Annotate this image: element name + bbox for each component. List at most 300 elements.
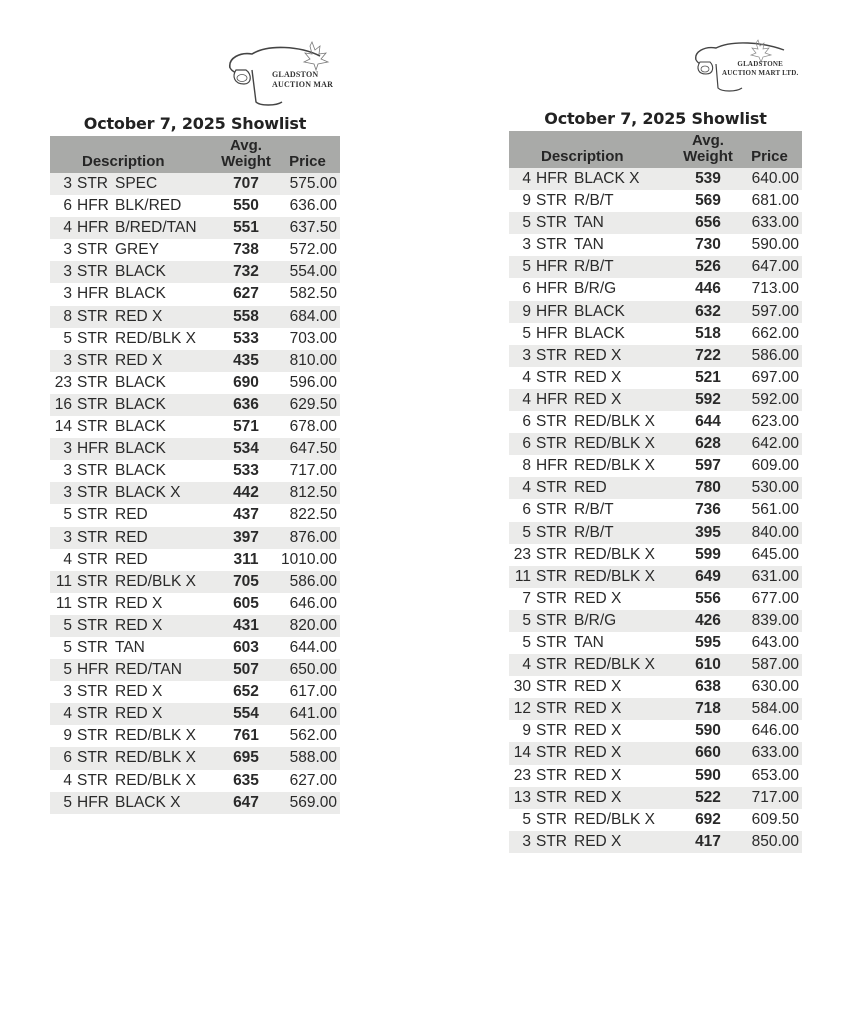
table-row bbox=[509, 809, 802, 831]
table-row bbox=[509, 477, 802, 499]
description-cell: RED X bbox=[574, 389, 679, 411]
showlist-sheet-right bbox=[509, 38, 802, 853]
avg-weight-cell: 732 bbox=[217, 261, 275, 283]
table-row bbox=[50, 261, 340, 283]
table-row bbox=[50, 482, 340, 504]
head-count-cell: 3 bbox=[50, 239, 77, 261]
cattle-type-cell: STR bbox=[536, 698, 574, 720]
cattle-type-cell: STR bbox=[77, 725, 115, 747]
table-row bbox=[509, 301, 802, 323]
table-row bbox=[50, 770, 340, 792]
description-cell: RED X bbox=[574, 720, 679, 742]
price-cell: 713.00 bbox=[737, 278, 802, 300]
price-cell: 627.00 bbox=[275, 770, 340, 792]
avg-weight-cell: 644 bbox=[679, 411, 737, 433]
price-cell: 586.00 bbox=[275, 571, 340, 593]
table-row bbox=[509, 676, 802, 698]
description-cell: RED/TAN bbox=[115, 659, 217, 681]
avg-weight-cell: 638 bbox=[679, 676, 737, 698]
price-cell: 681.00 bbox=[737, 190, 802, 212]
description-cell: BLACK bbox=[115, 283, 217, 305]
head-count-cell: 3 bbox=[509, 234, 536, 256]
avg-weight-cell: 595 bbox=[679, 632, 737, 654]
price-cell: 840.00 bbox=[737, 522, 802, 544]
table-row bbox=[50, 460, 340, 482]
description-cell: RED bbox=[115, 504, 217, 526]
head-count-cell: 5 bbox=[509, 522, 536, 544]
avg-weight-cell: 435 bbox=[217, 350, 275, 372]
cattle-type-cell: STR bbox=[536, 654, 574, 676]
description-cell: RED X bbox=[574, 588, 679, 610]
head-count-cell: 4 bbox=[50, 703, 77, 725]
description-cell: RED/BLK X bbox=[574, 455, 679, 477]
column-header-weight: Weight bbox=[221, 153, 271, 170]
avg-weight-cell: 632 bbox=[679, 301, 737, 323]
logo-line-2: AUCTION MART LTD. bbox=[722, 69, 799, 77]
avg-weight-cell: 718 bbox=[679, 698, 737, 720]
avg-weight-cell: 551 bbox=[217, 217, 275, 239]
showlist-title: October 7, 2025 Showlist bbox=[83, 114, 307, 133]
table-row bbox=[509, 345, 802, 367]
price-cell: 586.00 bbox=[737, 345, 802, 367]
table-row bbox=[509, 190, 802, 212]
description-cell: RED/BLK X bbox=[115, 725, 217, 747]
head-count-cell: 3 bbox=[50, 460, 77, 482]
cattle-type-cell: STR bbox=[536, 632, 574, 654]
cattle-type-cell: STR bbox=[536, 588, 574, 610]
price-cell: 588.00 bbox=[275, 747, 340, 769]
description-cell: RED/BLK X bbox=[574, 566, 679, 588]
avg-weight-cell: 635 bbox=[217, 770, 275, 792]
column-header-description: Description bbox=[50, 136, 217, 173]
table-header-row bbox=[50, 136, 340, 173]
price-cell: 561.00 bbox=[737, 499, 802, 521]
avg-weight-cell: 437 bbox=[217, 504, 275, 526]
head-count-cell: 4 bbox=[509, 654, 536, 676]
avg-weight-cell: 558 bbox=[217, 306, 275, 328]
price-cell: 572.00 bbox=[275, 239, 340, 261]
head-count-cell: 3 bbox=[50, 173, 77, 195]
head-count-cell: 3 bbox=[509, 831, 536, 853]
avg-weight-cell: 526 bbox=[679, 256, 737, 278]
table-row bbox=[509, 544, 802, 566]
description-cell: RED X bbox=[574, 367, 679, 389]
cattle-type-cell: HFR bbox=[77, 438, 115, 460]
cattle-type-cell: STR bbox=[536, 234, 574, 256]
description-cell: BLACK bbox=[115, 394, 217, 416]
table-row bbox=[50, 283, 340, 305]
description-cell: R/B/T bbox=[574, 190, 679, 212]
avg-weight-cell: 695 bbox=[217, 747, 275, 769]
price-cell: 645.00 bbox=[737, 544, 802, 566]
description-cell: RED/BLK X bbox=[115, 770, 217, 792]
description-cell: B/R/G bbox=[574, 610, 679, 632]
description-cell: B/RED/TAN bbox=[115, 217, 217, 239]
description-cell: BLACK bbox=[574, 323, 679, 345]
price-cell: 609.00 bbox=[737, 455, 802, 477]
avg-weight-cell: 636 bbox=[217, 394, 275, 416]
description-cell: RED X bbox=[115, 593, 217, 615]
head-count-cell: 5 bbox=[509, 610, 536, 632]
head-count-cell: 7 bbox=[509, 588, 536, 610]
showlist-title: October 7, 2025 Showlist bbox=[544, 109, 767, 128]
avg-weight-cell: 647 bbox=[217, 792, 275, 814]
price-cell: 647.00 bbox=[737, 256, 802, 278]
table-row bbox=[509, 566, 802, 588]
avg-weight-cell: 730 bbox=[679, 234, 737, 256]
price-cell: 876.00 bbox=[275, 527, 340, 549]
price-cell: 684.00 bbox=[275, 306, 340, 328]
avg-weight-cell: 556 bbox=[679, 588, 737, 610]
avg-weight-cell: 569 bbox=[679, 190, 737, 212]
table-row bbox=[50, 306, 340, 328]
description-cell: RED X bbox=[574, 787, 679, 809]
price-cell: 810.00 bbox=[275, 350, 340, 372]
head-count-cell: 5 bbox=[509, 256, 536, 278]
table-row bbox=[50, 416, 340, 438]
table-row bbox=[509, 212, 802, 234]
price-cell: 562.00 bbox=[275, 725, 340, 747]
head-count-cell: 5 bbox=[509, 632, 536, 654]
table-row bbox=[509, 168, 802, 190]
table-row bbox=[509, 522, 802, 544]
column-header-price: Price bbox=[737, 131, 802, 168]
avg-weight-cell: 446 bbox=[679, 278, 737, 300]
column-header-price: Price bbox=[275, 136, 340, 173]
table-row bbox=[50, 725, 340, 747]
cattle-type-cell: HFR bbox=[536, 455, 574, 477]
cattle-type-cell: HFR bbox=[536, 323, 574, 345]
cattle-type-cell: STR bbox=[536, 742, 574, 764]
table-row bbox=[50, 195, 340, 217]
price-cell: 530.00 bbox=[737, 477, 802, 499]
description-cell: RED X bbox=[115, 306, 217, 328]
cattle-type-cell: HFR bbox=[77, 217, 115, 239]
table-row bbox=[50, 438, 340, 460]
avg-weight-cell: 442 bbox=[217, 482, 275, 504]
description-cell: RED/BLK X bbox=[115, 571, 217, 593]
table-row bbox=[50, 239, 340, 261]
cattle-type-cell: STR bbox=[77, 549, 115, 571]
price-cell: 641.00 bbox=[275, 703, 340, 725]
description-cell: RED/BLK X bbox=[115, 747, 217, 769]
cattle-type-cell: STR bbox=[77, 306, 115, 328]
cattle-type-cell: STR bbox=[77, 703, 115, 725]
avg-weight-cell: 311 bbox=[217, 549, 275, 571]
price-cell: 587.00 bbox=[737, 654, 802, 676]
auction-mart-logo bbox=[692, 38, 817, 104]
cattle-type-cell: STR bbox=[536, 499, 574, 521]
price-cell: 592.00 bbox=[737, 389, 802, 411]
description-cell: BLACK bbox=[115, 372, 217, 394]
table-row bbox=[50, 504, 340, 526]
table-row bbox=[50, 792, 340, 814]
head-count-cell: 11 bbox=[50, 593, 77, 615]
avg-weight-cell: 660 bbox=[679, 742, 737, 764]
price-cell: 633.00 bbox=[737, 212, 802, 234]
auction-mart-logo bbox=[220, 40, 350, 110]
description-cell: TAN bbox=[574, 632, 679, 654]
table-row bbox=[509, 411, 802, 433]
price-cell: 678.00 bbox=[275, 416, 340, 438]
description-cell: RED X bbox=[574, 345, 679, 367]
avg-weight-cell: 426 bbox=[679, 610, 737, 632]
head-count-cell: 4 bbox=[509, 389, 536, 411]
cattle-type-cell: STR bbox=[536, 212, 574, 234]
price-cell: 646.00 bbox=[737, 720, 802, 742]
avg-weight-cell: 780 bbox=[679, 477, 737, 499]
head-count-cell: 4 bbox=[50, 770, 77, 792]
table-row bbox=[50, 217, 340, 239]
price-cell: 646.00 bbox=[275, 593, 340, 615]
price-cell: 629.50 bbox=[275, 394, 340, 416]
avg-weight-cell: 518 bbox=[679, 323, 737, 345]
cattle-type-cell: STR bbox=[536, 566, 574, 588]
head-count-cell: 8 bbox=[50, 306, 77, 328]
head-count-cell: 5 bbox=[50, 504, 77, 526]
description-cell: BLACK X bbox=[115, 792, 217, 814]
head-count-cell: 5 bbox=[50, 328, 77, 350]
price-cell: 554.00 bbox=[275, 261, 340, 283]
head-count-cell: 5 bbox=[509, 212, 536, 234]
head-count-cell: 5 bbox=[509, 809, 536, 831]
avg-weight-cell: 533 bbox=[217, 328, 275, 350]
description-cell: RED X bbox=[574, 676, 679, 698]
table-row bbox=[50, 527, 340, 549]
price-cell: 636.00 bbox=[275, 195, 340, 217]
cattle-type-cell: HFR bbox=[536, 301, 574, 323]
description-cell: RED X bbox=[574, 831, 679, 853]
description-cell: R/B/T bbox=[574, 522, 679, 544]
description-cell: B/R/G bbox=[574, 278, 679, 300]
description-cell: RED X bbox=[115, 681, 217, 703]
logo-line-2: AUCTION MAR bbox=[272, 80, 334, 89]
showlist-sheet-left bbox=[50, 40, 340, 814]
cattle-type-cell: STR bbox=[536, 720, 574, 742]
description-cell: BLACK bbox=[115, 438, 217, 460]
table-header-row bbox=[509, 131, 802, 168]
description-cell: TAN bbox=[115, 637, 217, 659]
avg-weight-cell: 592 bbox=[679, 389, 737, 411]
table-row bbox=[50, 350, 340, 372]
price-cell: 597.00 bbox=[737, 301, 802, 323]
avg-weight-cell: 692 bbox=[679, 809, 737, 831]
description-cell: BLACK bbox=[574, 301, 679, 323]
head-count-cell: 11 bbox=[50, 571, 77, 593]
description-cell: RED/BLK X bbox=[574, 411, 679, 433]
cattle-type-cell: STR bbox=[536, 433, 574, 455]
table-row bbox=[509, 588, 802, 610]
cattle-type-cell: STR bbox=[77, 747, 115, 769]
table-row bbox=[509, 787, 802, 809]
table-row bbox=[509, 433, 802, 455]
price-cell: 717.00 bbox=[275, 460, 340, 482]
table-row bbox=[509, 698, 802, 720]
head-count-cell: 3 bbox=[50, 438, 77, 460]
column-header-avg: Avg. bbox=[692, 132, 724, 149]
avg-weight-cell: 522 bbox=[679, 787, 737, 809]
head-count-cell: 23 bbox=[50, 372, 77, 394]
cattle-type-cell: HFR bbox=[77, 283, 115, 305]
description-cell: RED/BLK X bbox=[574, 544, 679, 566]
head-count-cell: 12 bbox=[509, 698, 536, 720]
showlist-table bbox=[50, 136, 340, 814]
cattle-type-cell: STR bbox=[77, 504, 115, 526]
table-row bbox=[50, 571, 340, 593]
cattle-type-cell: STR bbox=[536, 367, 574, 389]
table-row bbox=[50, 615, 340, 637]
head-count-cell: 14 bbox=[50, 416, 77, 438]
head-count-cell: 30 bbox=[509, 676, 536, 698]
description-cell: R/B/T bbox=[574, 499, 679, 521]
table-row bbox=[50, 328, 340, 350]
price-cell: 653.00 bbox=[737, 765, 802, 787]
avg-weight-cell: 656 bbox=[679, 212, 737, 234]
cattle-type-cell: STR bbox=[77, 394, 115, 416]
description-cell: RED/BLK X bbox=[574, 654, 679, 676]
head-count-cell: 4 bbox=[509, 168, 536, 190]
avg-weight-cell: 554 bbox=[217, 703, 275, 725]
price-cell: 630.00 bbox=[737, 676, 802, 698]
cattle-type-cell: STR bbox=[77, 527, 115, 549]
cattle-type-cell: STR bbox=[77, 173, 115, 195]
cattle-type-cell: HFR bbox=[77, 195, 115, 217]
column-header-description: Description bbox=[509, 131, 679, 168]
cattle-type-cell: STR bbox=[77, 681, 115, 703]
table-row bbox=[50, 637, 340, 659]
cattle-type-cell: STR bbox=[536, 411, 574, 433]
description-cell: TAN bbox=[574, 212, 679, 234]
head-count-cell: 8 bbox=[509, 455, 536, 477]
head-count-cell: 5 bbox=[509, 323, 536, 345]
head-count-cell: 4 bbox=[509, 477, 536, 499]
description-cell: SPEC bbox=[115, 173, 217, 195]
avg-weight-cell: 550 bbox=[217, 195, 275, 217]
head-count-cell: 6 bbox=[509, 433, 536, 455]
price-cell: 662.00 bbox=[737, 323, 802, 345]
price-cell: 582.50 bbox=[275, 283, 340, 305]
avg-weight-cell: 761 bbox=[217, 725, 275, 747]
table-row bbox=[509, 323, 802, 345]
cattle-type-cell: STR bbox=[77, 416, 115, 438]
head-count-cell: 4 bbox=[509, 367, 536, 389]
table-row bbox=[509, 765, 802, 787]
head-count-cell: 5 bbox=[50, 659, 77, 681]
head-count-cell: 3 bbox=[50, 283, 77, 305]
cattle-type-cell: STR bbox=[536, 477, 574, 499]
avg-weight-cell: 605 bbox=[217, 593, 275, 615]
table-row bbox=[509, 256, 802, 278]
table-row bbox=[509, 742, 802, 764]
head-count-cell: 9 bbox=[50, 725, 77, 747]
head-count-cell: 6 bbox=[50, 195, 77, 217]
table-row bbox=[509, 455, 802, 477]
table-row bbox=[509, 654, 802, 676]
description-cell: RED X bbox=[574, 698, 679, 720]
price-cell: 569.00 bbox=[275, 792, 340, 814]
price-cell: 822.50 bbox=[275, 504, 340, 526]
cattle-type-cell: STR bbox=[77, 770, 115, 792]
table-row bbox=[50, 394, 340, 416]
avg-weight-cell: 397 bbox=[217, 527, 275, 549]
price-cell: 717.00 bbox=[737, 787, 802, 809]
cattle-type-cell: STR bbox=[77, 460, 115, 482]
head-count-cell: 4 bbox=[50, 217, 77, 239]
description-cell: RED bbox=[115, 549, 217, 571]
cattle-type-cell: STR bbox=[536, 610, 574, 632]
price-cell: 596.00 bbox=[275, 372, 340, 394]
avg-weight-cell: 395 bbox=[679, 522, 737, 544]
avg-weight-cell: 649 bbox=[679, 566, 737, 588]
cattle-type-cell: STR bbox=[536, 831, 574, 853]
price-cell: 820.00 bbox=[275, 615, 340, 637]
head-count-cell: 4 bbox=[50, 549, 77, 571]
table-row bbox=[509, 389, 802, 411]
avg-weight-cell: 705 bbox=[217, 571, 275, 593]
cattle-type-cell: STR bbox=[77, 482, 115, 504]
head-count-cell: 6 bbox=[509, 411, 536, 433]
cattle-type-cell: STR bbox=[77, 637, 115, 659]
head-count-cell: 5 bbox=[50, 637, 77, 659]
avg-weight-cell: 571 bbox=[217, 416, 275, 438]
head-count-cell: 14 bbox=[509, 742, 536, 764]
showlist-table bbox=[509, 131, 802, 853]
table-row bbox=[50, 549, 340, 571]
logo-line-1: GLADSTON bbox=[272, 70, 319, 79]
avg-weight-cell: 736 bbox=[679, 499, 737, 521]
description-cell: BLACK bbox=[115, 460, 217, 482]
cattle-type-cell: HFR bbox=[77, 792, 115, 814]
head-count-cell: 5 bbox=[50, 792, 77, 814]
description-cell: RED X bbox=[574, 742, 679, 764]
price-cell: 575.00 bbox=[275, 173, 340, 195]
price-cell: 590.00 bbox=[737, 234, 802, 256]
description-cell: RED bbox=[574, 477, 679, 499]
description-cell: RED bbox=[115, 527, 217, 549]
cattle-type-cell: STR bbox=[536, 676, 574, 698]
avg-weight-cell: 599 bbox=[679, 544, 737, 566]
avg-weight-cell: 722 bbox=[679, 345, 737, 367]
cattle-type-cell: STR bbox=[77, 571, 115, 593]
table-row bbox=[509, 278, 802, 300]
head-count-cell: 3 bbox=[50, 350, 77, 372]
cattle-type-cell: STR bbox=[536, 787, 574, 809]
avg-weight-cell: 521 bbox=[679, 367, 737, 389]
description-cell: RED X bbox=[115, 350, 217, 372]
price-cell: 623.00 bbox=[737, 411, 802, 433]
avg-weight-cell: 590 bbox=[679, 765, 737, 787]
price-cell: 643.00 bbox=[737, 632, 802, 654]
cattle-type-cell: STR bbox=[77, 350, 115, 372]
price-cell: 839.00 bbox=[737, 610, 802, 632]
description-cell: GREY bbox=[115, 239, 217, 261]
price-cell: 697.00 bbox=[737, 367, 802, 389]
table-row bbox=[509, 831, 802, 853]
price-cell: 637.50 bbox=[275, 217, 340, 239]
price-cell: 640.00 bbox=[737, 168, 802, 190]
head-count-cell: 5 bbox=[50, 615, 77, 637]
head-count-cell: 3 bbox=[50, 261, 77, 283]
avg-weight-cell: 610 bbox=[679, 654, 737, 676]
logo-text bbox=[264, 70, 362, 90]
head-count-cell: 11 bbox=[509, 566, 536, 588]
avg-weight-cell: 539 bbox=[679, 168, 737, 190]
price-cell: 812.50 bbox=[275, 482, 340, 504]
description-cell: BLACK X bbox=[115, 482, 217, 504]
cattle-type-cell: HFR bbox=[536, 389, 574, 411]
price-cell: 617.00 bbox=[275, 681, 340, 703]
cattle-type-cell: HFR bbox=[536, 278, 574, 300]
